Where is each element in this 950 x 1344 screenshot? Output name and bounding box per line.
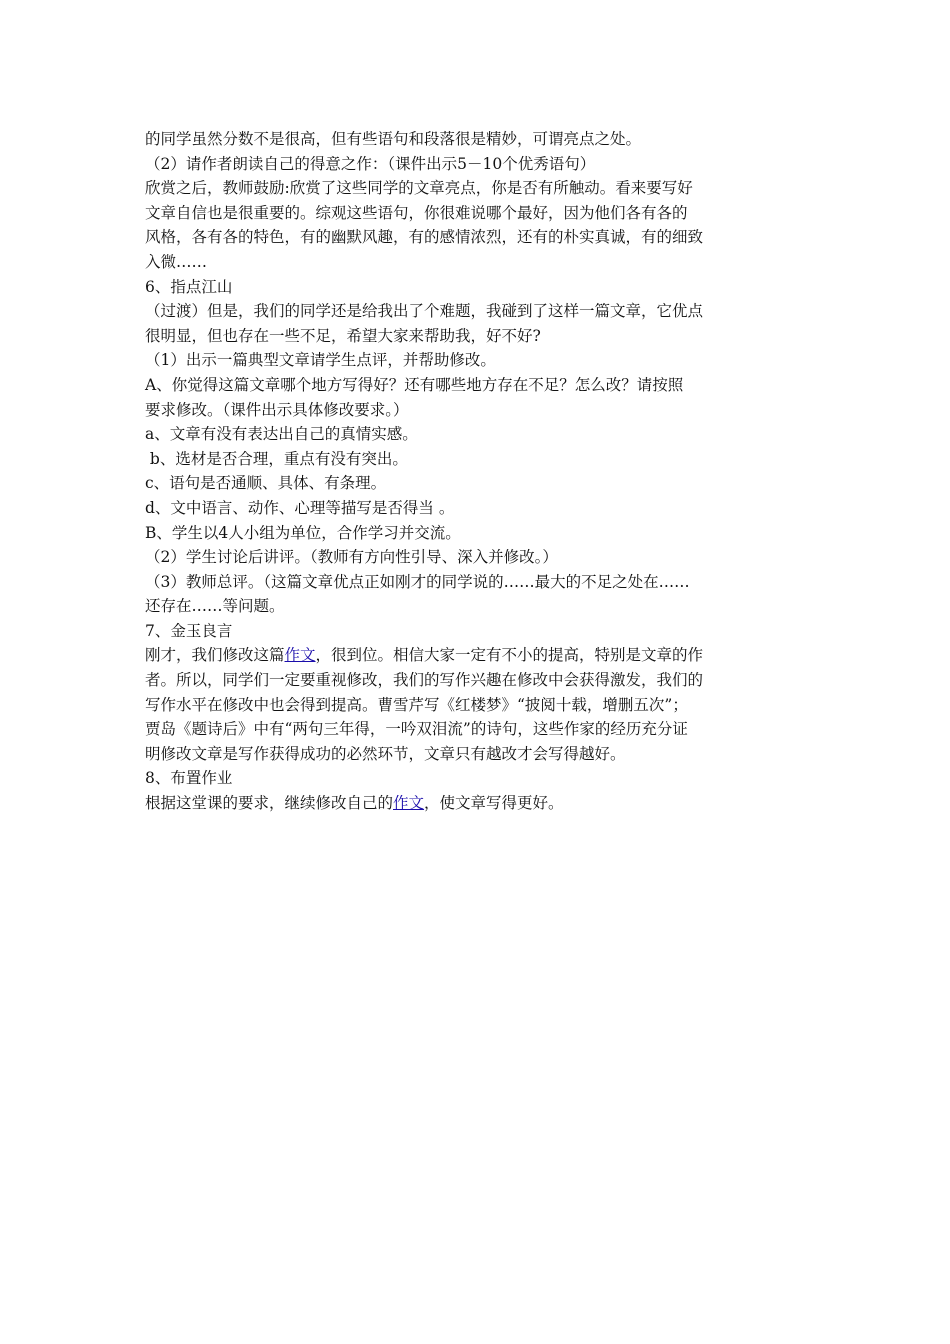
- text-line: 者。所以，同学们一定要重视修改，我们的写作兴趣在修改中会获得激发，我们的: [145, 671, 704, 690]
- text-span: ，使文章写得更好。: [424, 794, 564, 813]
- document-page: [145, 127, 815, 816]
- text-line: A、你觉得这篇文章哪个地方写得好？还有哪些地方存在不足？怎么改？请按照: [145, 375, 684, 394]
- text-line: 很明显，但也存在一些不足，希望大家来帮助我，好不好?: [145, 326, 541, 345]
- text-line: （2）请作者朗读自己的得意之作：（课件出示5－10个优秀语句）: [145, 154, 596, 173]
- list-item: d、文中语言、动作、心理等描写是否得当 。: [145, 498, 455, 517]
- composition-link[interactable]: 作文: [393, 794, 425, 813]
- text-line: 贾岛《题诗后》中有“两句三年得，一吟双泪流”的诗句，这些作家的经历充分证: [145, 720, 688, 739]
- text-line: 明修改文章是写作获得成功的必然环节，文章只有越改才会写得越好。: [145, 744, 626, 763]
- text-line: 文章自信也是很重要的。综观这些语句，你很难说哪个最好，因为他们各有各的: [145, 203, 688, 222]
- section-heading-8: 8、布置作业: [145, 769, 233, 788]
- composition-link[interactable]: 作文: [284, 646, 316, 665]
- text-span: 根据这堂课的要求，继续修改自己的: [145, 794, 394, 813]
- text-span: ，很到位。相信大家一定有不小的提高，特别是文章的作: [315, 646, 704, 665]
- text-line: 还存在……等问题。: [145, 597, 285, 616]
- text-line: （过渡）但是，我们的同学还是给我出了个难题，我碰到了这样一篇文章，它优点: [145, 302, 704, 321]
- text-line: 的同学虽然分数不是很高，但有些语句和段落很是精妙，可谓亮点之处。: [145, 130, 642, 148]
- text-line: （1）出示一篇典型文章请学生点评，并帮助修改。: [145, 351, 496, 370]
- section-heading-7: 7、金玉良言: [145, 621, 233, 640]
- text-line: [145, 791, 815, 816]
- list-item: b、选材是否合理，重点有没有突出。: [145, 449, 408, 468]
- section-heading-6: 6、指点江山: [145, 277, 233, 296]
- list-item: a、文章有没有表达出自己的真情实感。: [145, 425, 418, 444]
- text-line: 要求修改。（课件出示具体修改要求。）: [145, 400, 409, 419]
- text-line: （2）学生讨论后讲评。（教师有方向性引导、深入并修改。）: [145, 548, 558, 567]
- text-line: （3）教师总评。（这篇文章优点正如刚才的同学说的……最大的不足之处在……: [145, 572, 690, 591]
- text-line: 欣赏之后，教师鼓励:欣赏了这些同学的文章亮点，你是否有所触动。看来要写好: [145, 179, 693, 198]
- text-line: B、学生以4人小组为单位，合作学习并交流。: [145, 523, 461, 542]
- list-item: c、语句是否通顺、具体、有条理。: [145, 474, 387, 493]
- text-line: 写作水平在修改中也会得到提高。曹雪芹写《红楼梦》“披阅十载，增删五次”；: [145, 695, 688, 714]
- text-span: 刚才，我们修改这篇: [145, 646, 285, 665]
- text-line: 风格，各有各的特色，有的幽默风趣，有的感情浓烈，还有的朴实真诚，有的细致: [145, 228, 704, 247]
- text-line: 入微……: [145, 252, 208, 271]
- text-line: [145, 643, 815, 668]
